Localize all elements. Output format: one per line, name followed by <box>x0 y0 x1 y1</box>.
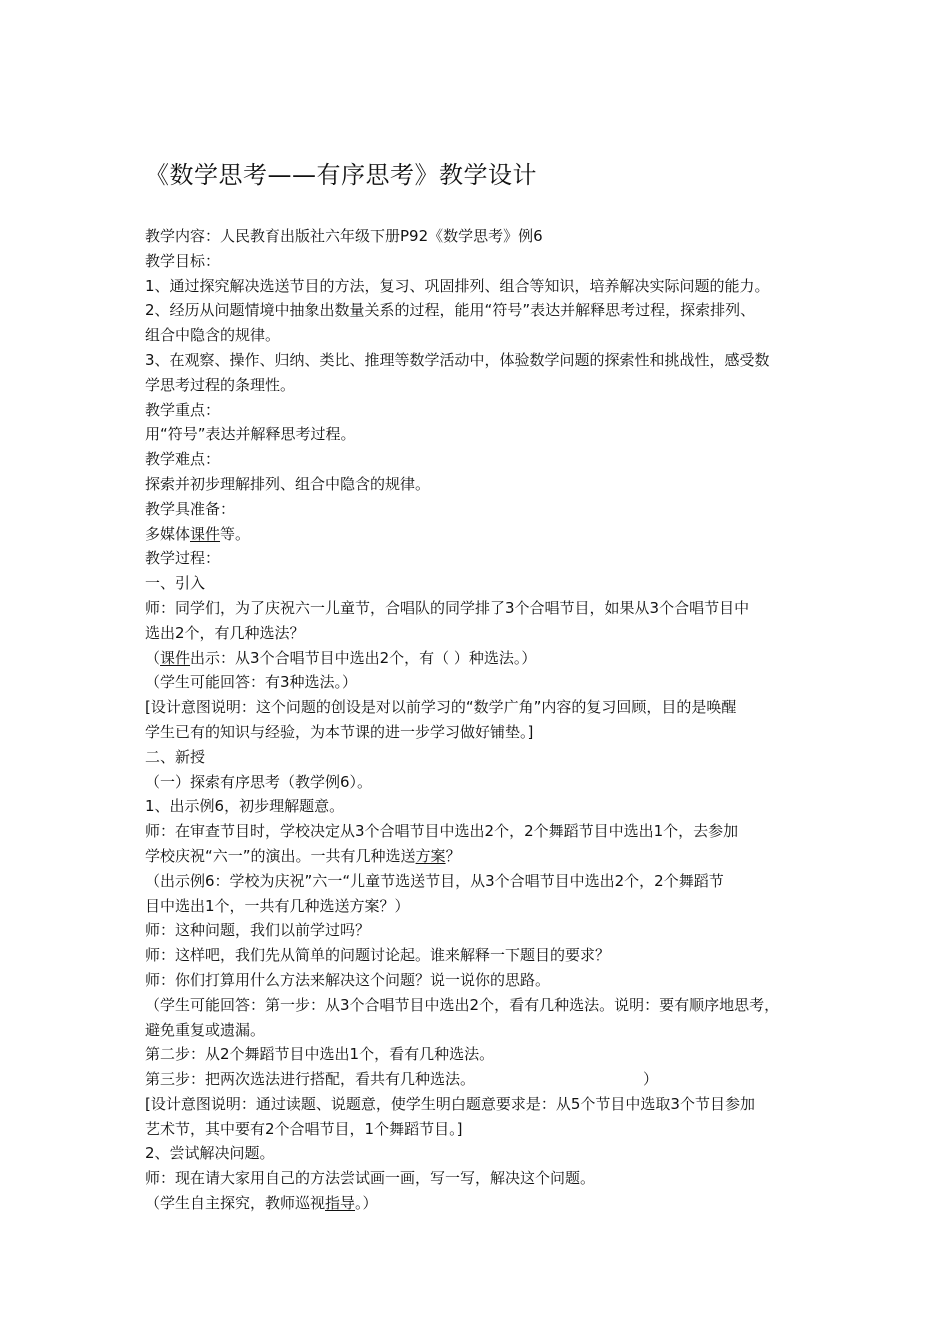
text-line: 3、在观察、操作、归纳、类比、推理等数学活动中，体验数学问题的探索性和挑战性，感受数 <box>145 350 770 369</box>
text-line: 组合中隐含的规律。 <box>145 326 281 345</box>
text-line: 2、经历从问题情境中抽象出数量关系的过程，能用“符号”表达并解释思考过程，探索排列、 <box>145 301 756 320</box>
text-segment: 出示：从3个合唱节目中选出2个，有（ ）种选法。） <box>190 648 537 667</box>
text-line: 教学过程： <box>145 549 221 568</box>
text-segment: （学生自主探究，教师巡视 <box>145 1194 326 1213</box>
text-line: 艺术节，其中要有2个合唱节目，1个舞蹈节目。] <box>145 1119 463 1138</box>
text-line: 教学目标： <box>145 251 221 270</box>
text-segment: 多媒体 <box>145 524 191 543</box>
text-line <box>145 1067 835 1092</box>
text-segment: ？ <box>445 846 461 865</box>
underlined-term: 课件 <box>160 648 191 667</box>
text-segment: （ <box>145 648 161 667</box>
text-line: 师：现在请大家用自己的方法尝试画一画，写一写，解决这个问题。 <box>145 1169 596 1188</box>
text-line: （学生可能回答：第一步：从3个合唱节目中选出2个，看有几种选法。说明：要有顺序地思考， <box>145 995 780 1014</box>
text-line: 教学具准备： <box>145 499 236 518</box>
text-line: 目中选出1个，一共有几种选送方案？） <box>145 896 410 915</box>
text-line: 师：这样吧，我们先从简单的问题讨论起。谁来解释一下题目的要求？ <box>145 946 611 965</box>
text-line: 二、新授 <box>145 747 206 766</box>
text-line <box>145 522 835 547</box>
text-segment: 等。 <box>220 524 251 543</box>
document-title: 《数学思考——有序思考》教学设计 <box>145 161 537 189</box>
text-line: 教学难点： <box>145 450 221 469</box>
text-segment: 学校庆祝“六一”的演出。一共有几种选送 <box>145 846 416 865</box>
text-line <box>145 844 835 869</box>
text-line <box>145 646 835 671</box>
text-line: 用“符号”表达并解释思考过程。 <box>145 425 356 444</box>
document-body <box>145 224 835 1216</box>
underlined-term: 方案 <box>415 846 446 865</box>
text-line: 师：在审查节目时，学校决定从3个合唱节目中选出2个，2个舞蹈节目中选出1个，去参加 <box>145 822 739 841</box>
text-line <box>145 1191 835 1216</box>
text-line: 师：同学们，为了庆祝六一儿童节，合唱队的同学排了3个合唱节目，如果从3个合唱节目中 <box>145 598 750 617</box>
underlined-term: 课件 <box>190 524 221 543</box>
text-line: 师：这种问题，我们以前学过吗？ <box>145 921 371 940</box>
text-line: 学生已有的知识与经验，为本节课的进一步学习做好铺垫。] <box>145 722 534 741</box>
text-line: 教学重点： <box>145 400 221 419</box>
text-segment: 第三步：把两次选法进行搭配，看共有几种选法。 <box>145 1070 476 1089</box>
text-segment: 。） <box>355 1194 378 1213</box>
text-line: （一）探索有序思考（教学例6）。 <box>145 772 373 791</box>
text-line: 一、引入 <box>145 574 206 593</box>
text-line: 学思考过程的条理性。 <box>145 375 296 394</box>
text-line: （出示例6：学校为庆祝”六一“儿童节选送节目，从3个合唱节目中选出2个，2个舞蹈节 <box>145 871 724 890</box>
text-line: 避免重复或遗漏。 <box>145 1020 266 1039</box>
text-line: （学生可能回答：有3种选法。） <box>145 673 358 692</box>
text-line: 第二步：从2个舞蹈节目中选出1个，看有几种选法。 <box>145 1045 495 1064</box>
text-line: 1、通过探究解决选送节目的方法，复习、巩固排列、组合等知识，培养解决实际问题的能力。 <box>145 276 770 295</box>
text-line: 2、尝试解决问题。 <box>145 1144 275 1163</box>
text-line: 1、出示例6，初步理解题意。 <box>145 797 345 816</box>
text-line: 教学内容：人民教育出版社六年级下册P92《数学思考》例6 <box>145 227 543 245</box>
text-segment: ） <box>643 1070 659 1089</box>
underlined-term: 指导 <box>325 1194 356 1213</box>
text-line: 师：你们打算用什么方法来解决这个问题？说一说你的思路。 <box>145 970 551 989</box>
text-line: 探索并初步理解排列、组合中隐含的规律。 <box>145 474 431 493</box>
text-line: [设计意图说明：通过读题、说题意，使学生明白题意要求是：从5个节目中选取3个节目参加 <box>145 1094 755 1113</box>
text-line: [设计意图说明：这个问题的创设是对以前学习的“数学广角”内容的复习回顾，目的是唤醒 <box>145 698 737 717</box>
text-line: 选出2个，有几种选法？ <box>145 623 305 642</box>
